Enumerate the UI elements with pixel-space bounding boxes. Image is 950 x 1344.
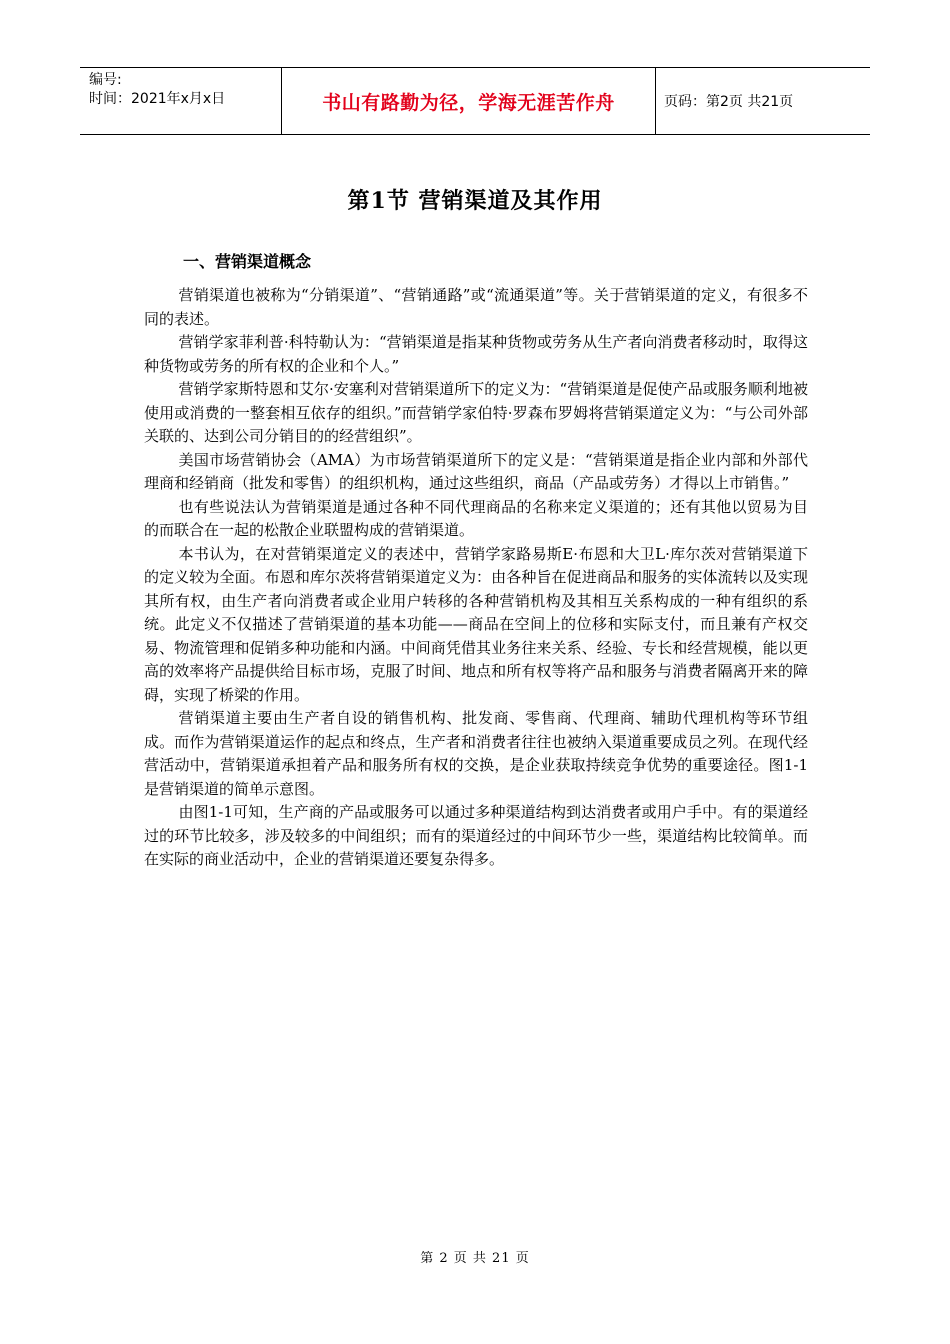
header-motto: 书山有路勤为径，学海无涯苦作舟 xyxy=(282,68,656,134)
paragraph: 本书认为，在对营销渠道定义的表述中，营销学家路易斯E·布恩和大卫L·库尔茨对营销渠道下的定义较为全面。布恩和库尔茨将营销渠道定义为：由各种旨在促进商品和服务的实体流转以及实现其所有权，由生产者向消费者或企业用户转移的各种营销机构及其相互关系构成的一种有组织的系统。此定义不仅描述了营销渠道的基本功能——商品在空间上的位移和实际支付，而且兼有产权交易、物流管理和促销多种功能和内涵。中间商凭借其业务往来关系、经验、专长和经营规模，能以更高的效率将产品提供给目标市场，克服了时间、地点和所有权等将产品和服务与消费者隔离开来的障碍，实现了桥梁的作用。 xyxy=(144,544,808,704)
date-line: 时间：2021年x月x日 xyxy=(89,91,226,107)
page-title: 第1节 营销渠道及其作用 xyxy=(347,188,603,214)
paragraph: 营销渠道主要由生产者自设的销售机构、批发商、零售商、代理商、辅助代理机构等环节组成。而作为营销渠道运作的起点和终点，生产者和消费者往往也被纳入渠道重要成员之列。在现代经营活动中，营销渠道承担着产品和服务所有权的交换，是企业获取持续竞争优势的重要途径。图1-1是营销渠道的简单示意图。 xyxy=(144,709,808,798)
serial-label: 编号: xyxy=(89,72,122,88)
page-footer: 第 2 页 共 21 页 xyxy=(420,1251,530,1266)
paragraph: 营销学家菲利普·科特勒认为：“营销渠道是指某种货物或劳务从生产者向消费者移动时，取得这种货物或劳务的所有权的企业和个人。” xyxy=(144,333,808,375)
page-header xyxy=(80,67,870,135)
header-page-info: 页码：第2页 共21页 xyxy=(664,94,794,110)
paragraph: 营销学家斯特恩和艾尔·安塞利对营销渠道所下的定义为：“营销渠道是促使产品或服务顺利地被使用或消费的一整套相互依存的组织。”而营销学家伯特·罗森布罗姆将营销渠道定义为：“与公司外部关联的、达到公司分销目的的经营组织”。 xyxy=(144,380,808,445)
paragraph: 也有些说法认为营销渠道是通过各种不同代理商品的名称来定义渠道的；还有其他以贸易为目的而联合在一起的松散企业联盟构成的营销渠道。 xyxy=(144,497,808,539)
paragraph: 营销渠道也被称为“分销渠道”、“营销通路”或“流通渠道”等。关于营销渠道的定义，有很多不同的表述。 xyxy=(144,286,808,328)
body-text xyxy=(144,284,808,872)
header-meta xyxy=(80,68,282,134)
section-heading: 一、营销渠道概念 xyxy=(183,252,312,271)
paragraph: 由图1-1可知，生产商的产品或服务可以通过多种渠道结构到达消费者或用户手中。有的渠道经过的环节比较多，涉及较多的中间组织；而有的渠道经过的中间环节少一些，渠道结构比较简单。而在实际的商业活动中，企业的营销渠道还要复杂得多。 xyxy=(144,803,808,868)
paragraph: 美国市场营销协会（AMA）为市场营销渠道所下的定义是：“营销渠道是指企业内部和外部代理商和经销商（批发和零售）的组织机构，通过这些组织，商品（产品或劳务）才得以上市销售。” xyxy=(144,450,808,492)
